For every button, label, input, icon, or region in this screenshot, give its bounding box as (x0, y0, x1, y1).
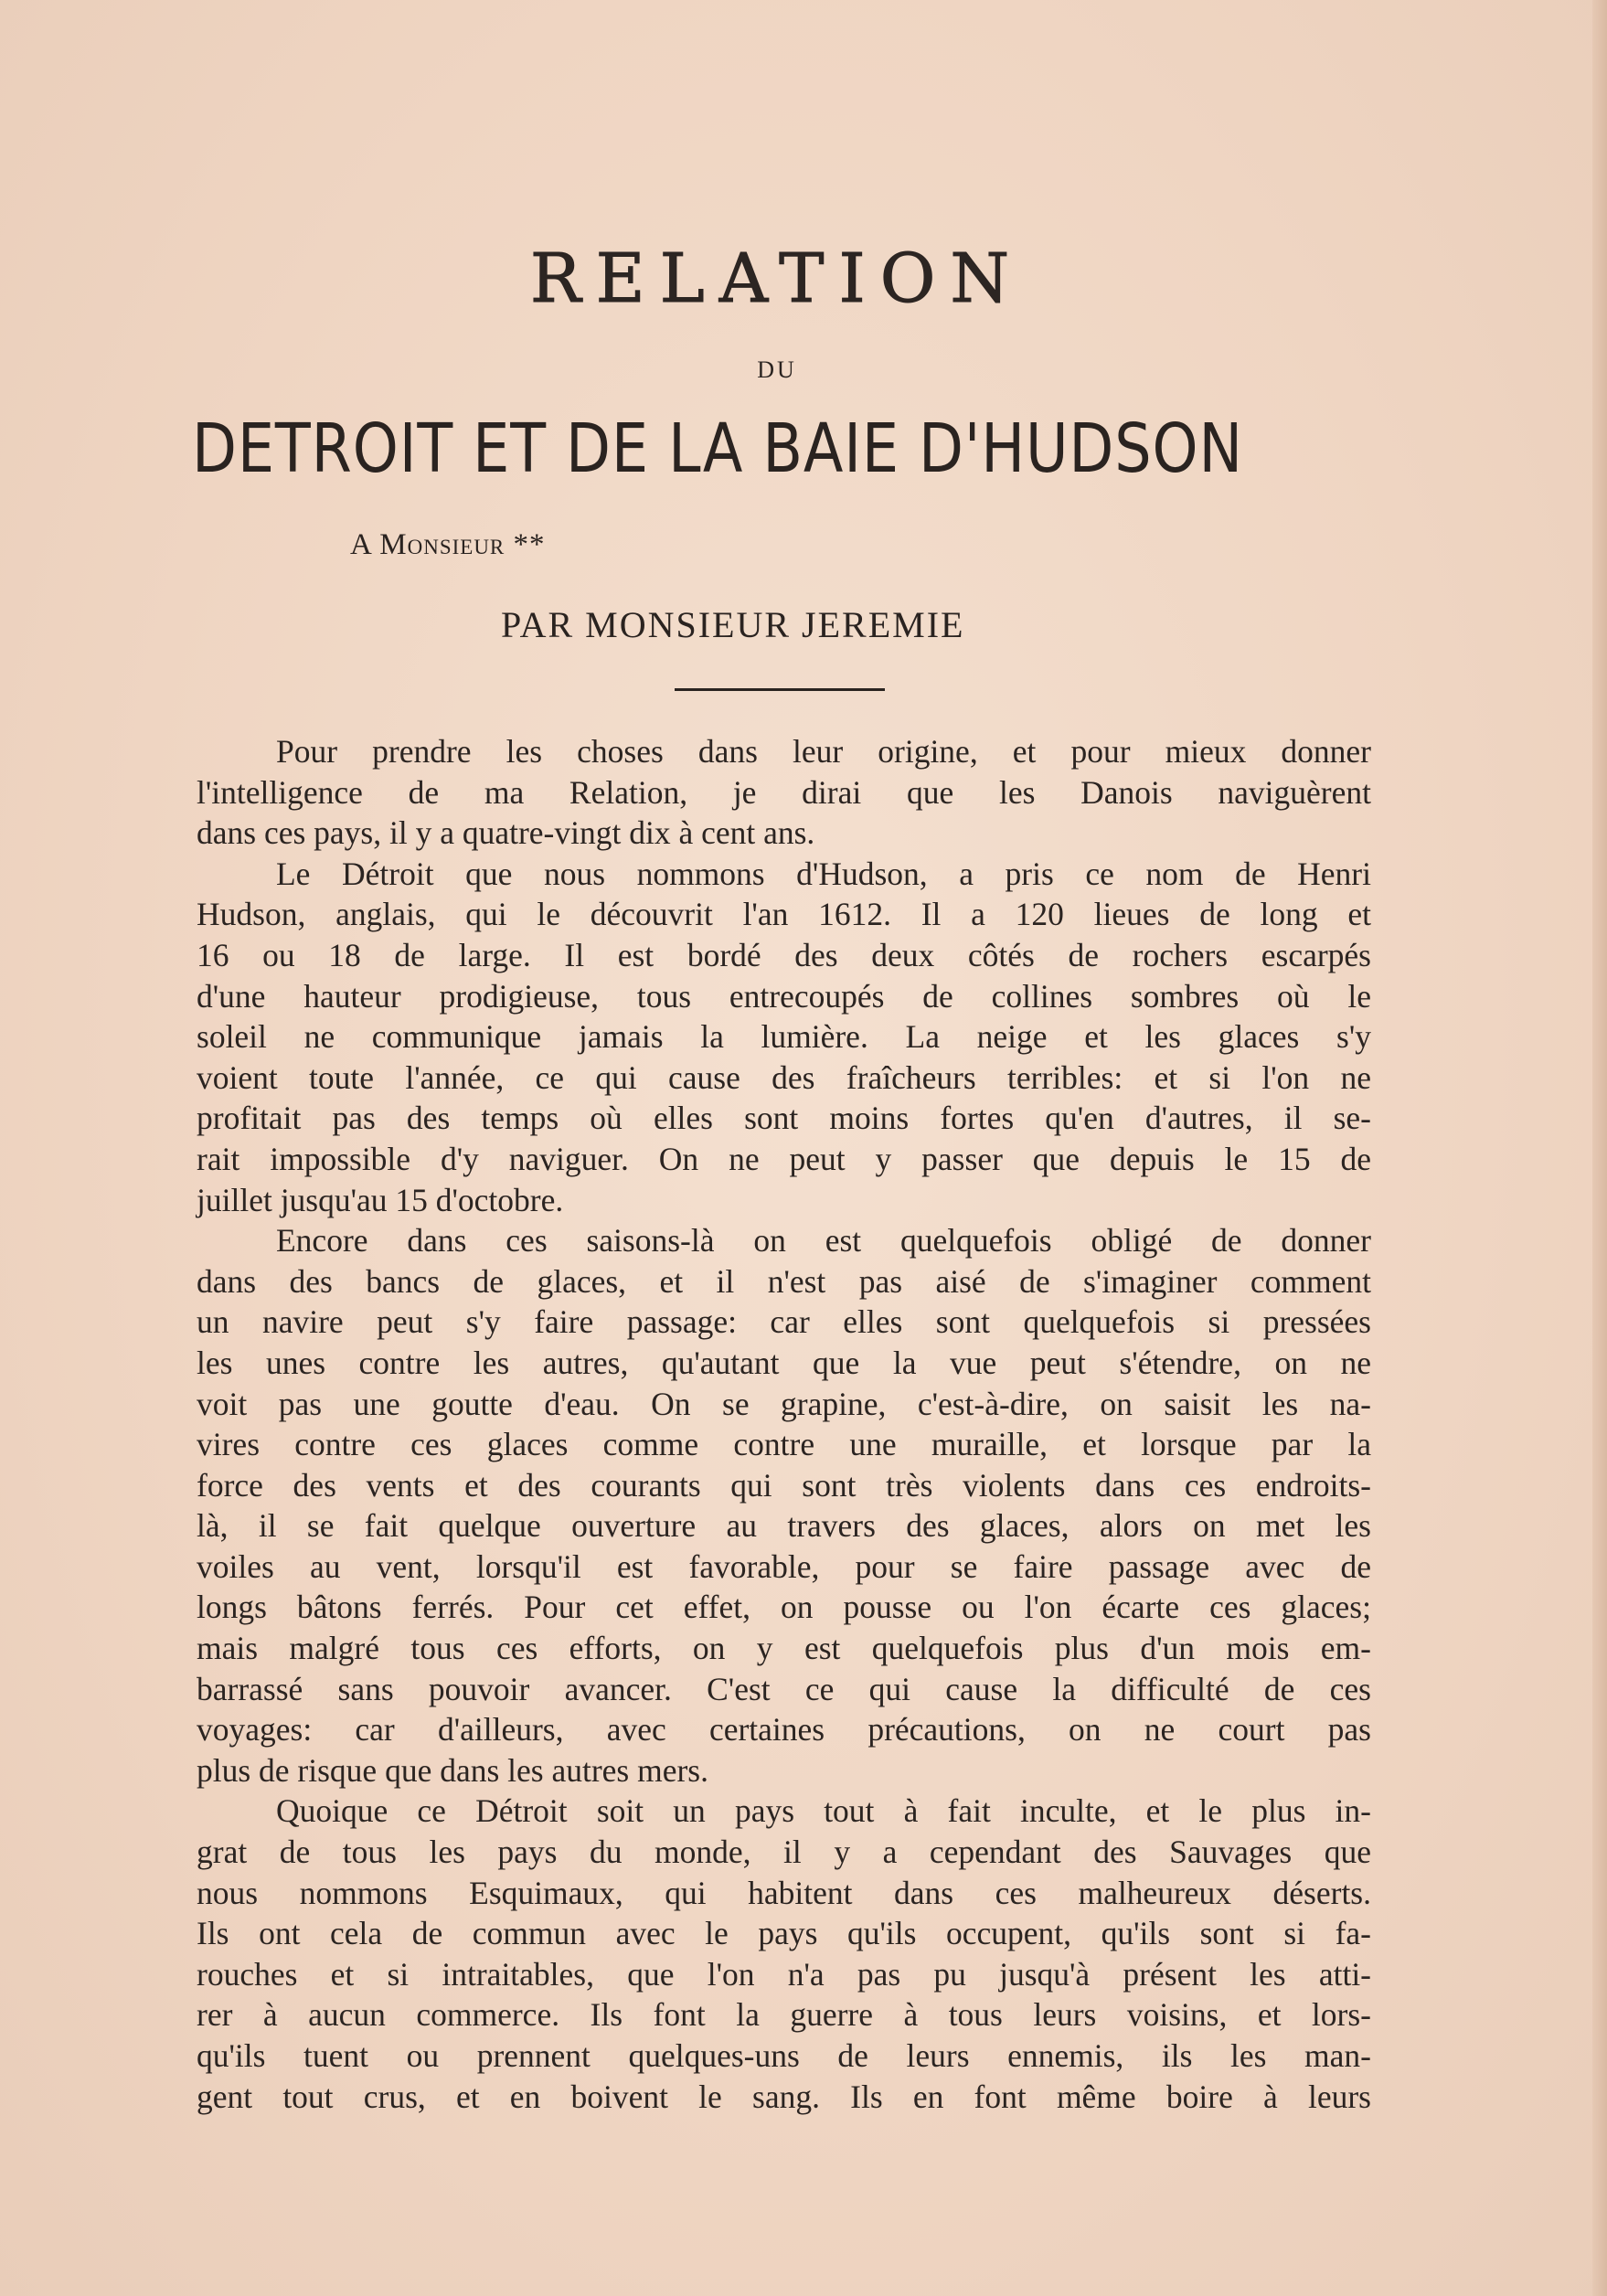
body-text (197, 731, 1371, 2117)
text-line: dans ces pays, il y a quatre-vingt dix à cent ans. (197, 814, 815, 852)
text-line: l'intelligence de ma Relation, je dirai que les Danois naviguèrent (197, 773, 1371, 811)
text-line: grat de tous les pays du monde, il y a cependant des Sauvages que (197, 1834, 1371, 1871)
text-line: rer à aucun commerce. Ils font la guerre à tous leurs voisins, et lors- (197, 1996, 1371, 2034)
text-line: voyages: car d'ailleurs, avec certaines précautions, on ne court pas (197, 1711, 1371, 1749)
text-line: mais malgré tous ces efforts, on y est quelquefois plus d'un mois em- (197, 1630, 1371, 1667)
text-line: rait impossible d'y naviguer. On ne peut y passer que depuis le 15 de (197, 1140, 1371, 1177)
text-line: Ils ont cela de commun avec le pays qu'ils occupent, qu'ils sont si fa- (197, 1915, 1371, 1952)
text-line: Quoique ce Détroit soit un pays tout à fait inculte, et le plus in- (276, 1792, 1371, 1830)
text-line: soleil ne communique jamais la lumière. La neige et les glaces s'y (197, 1018, 1371, 1056)
paragraph-3 (197, 1220, 1371, 1791)
text-line: profitait pas des temps où elles sont moins fortes qu'en d'autres, il se- (197, 1100, 1371, 1137)
text-line: voit pas une goutte d'eau. On se grapine, c'est-à-dire, on saisit les na- (197, 1385, 1371, 1422)
text-line: barrassé sans pouvoir avancer. C'est ce qui cause la difficulté de ces (197, 1670, 1371, 1707)
document-title: RELATION (529, 239, 1025, 318)
text-line: rouches et si intraitables, que l'on n'a pas pu jusqu'à présent les atti- (197, 1955, 1371, 1993)
text-line: longs bâtons ferrés. Pour cet effet, on pousse ou l'on écarte ces glaces; (197, 1589, 1371, 1626)
text-line: plus de risque que dans les autres mers. (197, 1751, 708, 1789)
text-line: Hudson, anglais, qui le découvrit l'an 1612. Il a 120 lieues de long et (197, 896, 1371, 933)
text-line: 16 ou 18 de large. Il est bordé des deux côtés de rochers escarpés (197, 936, 1371, 973)
text-line: un navire peut s'y faire passage: car elles sont quelquefois si pressées (197, 1303, 1371, 1341)
text-line: force des vents et des courants qui sont très violents dans ces endroits- (197, 1466, 1371, 1504)
text-line: nous nommons Esquimaux, qui habitent dans ces malheureux déserts. (197, 1874, 1371, 1911)
text-line: juillet jusqu'au 15 d'octobre. (197, 1181, 564, 1218)
page-edge (1592, 0, 1607, 2296)
author-line: PAR MONSIEUR JEREMIE (501, 604, 965, 645)
text-line: les unes contre les autres, qu'autant que la vue peut s'étendre, on ne (197, 1344, 1371, 1381)
text-line: d'une hauteur prodigieuse, tous entrecoupés de collines sombres où le (197, 977, 1371, 1015)
paragraph-4 (197, 1791, 1371, 2117)
main-heading: DETROIT ET DE LA BAIE D'HUDSON (192, 409, 1243, 488)
text-line: Le Détroit que nous nommons d'Hudson, a pris ce nom de Henri (276, 855, 1371, 892)
text-line: voiles au vent, lorsqu'il est favorable, pour se faire passage avec de (197, 1547, 1371, 1585)
heading-divider (675, 688, 885, 691)
text-line: qu'ils tuent ou prennent quelques-uns de leurs ennemis, ils les man- (197, 2037, 1371, 2074)
paragraph-2 (197, 854, 1371, 1220)
address-line: A Monsieur ** (350, 528, 546, 561)
text-line: Pour prendre les choses dans leur origine, et pour mieux donner (276, 733, 1371, 770)
text-line: voient toute l'année, ce qui cause des fraîcheurs terribles: et si l'on ne (197, 1058, 1371, 1096)
text-line: gent tout crus, et en boivent le sang. Ils en font même boire à leurs (197, 2078, 1371, 2115)
title-connector: DU (757, 356, 797, 383)
text-line: vires contre ces glaces comme contre une muraille, et lorsque par la (197, 1426, 1371, 1463)
text-line: Encore dans ces saisons-là on est quelquefois obligé de donner (276, 1222, 1371, 1260)
paragraph-1 (197, 731, 1371, 854)
text-line: dans des bancs de glaces, et il n'est pas aisé de s'imaginer comment (197, 1262, 1371, 1300)
text-line: là, il se fait quelque ouverture au travers des glaces, alors on met les (197, 1507, 1371, 1545)
